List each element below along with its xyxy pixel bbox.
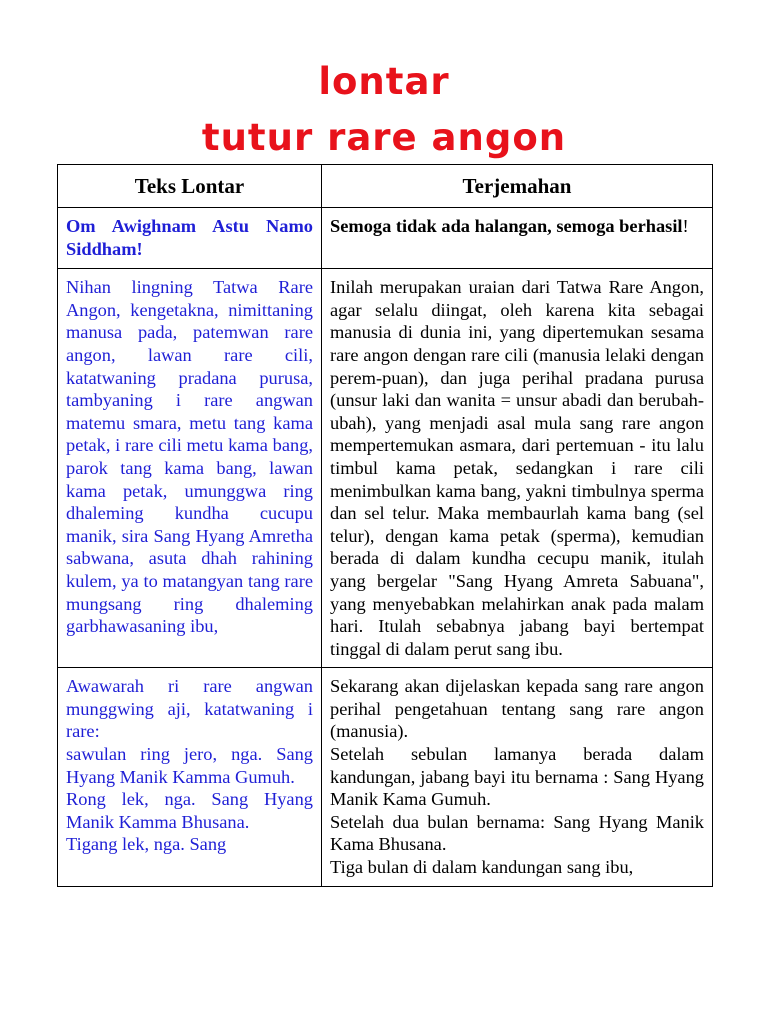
translation-text-cell xyxy=(322,269,713,668)
translation-text: Semoga tidak ada halangan, semoga berhasil xyxy=(330,216,683,236)
source-text-cell xyxy=(58,668,322,887)
header-teks-lontar: Teks Lontar xyxy=(58,165,322,208)
lontar-translation-table xyxy=(57,164,713,887)
translation-text-cell xyxy=(322,208,713,269)
table-row xyxy=(58,269,713,668)
source-text-cell xyxy=(58,269,322,668)
source-text: Om Awighnam Astu Namo Siddham! xyxy=(66,216,313,259)
source-text-cell xyxy=(58,208,322,269)
translation-line: Sekarang akan dijelaskan kepada sang rare angon perihal pengetahuan tentang sang rare angon (manusia). xyxy=(330,676,704,742)
translation-text-cell xyxy=(322,668,713,887)
source-line: Awawarah ri rare angwan munggwing aji, katatwaning i rare: xyxy=(66,676,313,742)
table-header-row xyxy=(58,165,713,208)
table-row xyxy=(58,668,713,887)
translation-line: Setelah sebulan lamanya berada dalam kandungan, jabang bayi itu bernama : Sang Hyang Manik Kama Gumuh. xyxy=(330,744,704,810)
source-text: Nihan lingning Tatwa Rare Angon, kengetakna, nimittaning manusa pada, patemwan rare angon, lawan rare cili, katatwaning pradana purusa, tambyaning i rare angwan matemu smara, metu tang kama petak, i rare cili metu kama bang, parok tang kama bang, lawan kama petak, umunggwa ring dhaleming kundha cucupu manik, sira Sang Hyang Amretha sabwana, asuta dhah rahining kulem, ya to matangyan tang rare mungsang ring dhaleming garbhawasaning ibu, xyxy=(66,277,313,637)
translation-line: Tiga bulan di dalam kandungan sang ibu, xyxy=(330,857,634,878)
translation-text: Inilah merupakan uraian dari Tatwa Rare Angon, agar selalu diingat, oleh karena kita sebagai manusia di dunia ini, yang dipertemukan sesama rare angon dengan rare cili (manusia lelaki dengan perem-puan), dan juga perihal pradana purusa (unsur laki dan wanita = unsur abadi dan berubah-ubah), yang menjadi asal mula sang rare angon mempertemukan asmara, dari pertemuan - itu lalu timbul kama petak, sedangkan i rare cili menimbulkan kama bang, yakni timbulnya sperma dan sel telur. Maka membaurlah kama bang (sel telur), dengan kama petak (sperma), kemudian berada di dalam kundha cecupu manik, itulah yang bergelar "Sang Hyang Amreta Sabuana", yang menyebabkan melahirkan anak pada malam hari. Itulah sebabnya jabang bayi bertempat tinggal di dalam perut sang ibu. xyxy=(330,277,704,659)
source-line: sawulan ring jero, nga. Sang Hyang Manik Kamma Gumuh. xyxy=(66,744,313,787)
header-terjemahan: Terjemahan xyxy=(322,165,713,208)
translation-line: Setelah dua bulan bernama: Sang Hyang Manik Kama Bhusana. xyxy=(330,811,704,855)
source-line: Rong lek, nga. Sang Hyang Manik Kamma Bhusana. xyxy=(66,789,313,832)
translation-text-tail: ! xyxy=(682,216,689,236)
table-row xyxy=(58,208,713,269)
source-line: Tigang lek, nga. Sang xyxy=(66,834,227,855)
document-title: lontar xyxy=(318,60,450,103)
document-subtitle: tutur rare angon xyxy=(201,116,567,159)
